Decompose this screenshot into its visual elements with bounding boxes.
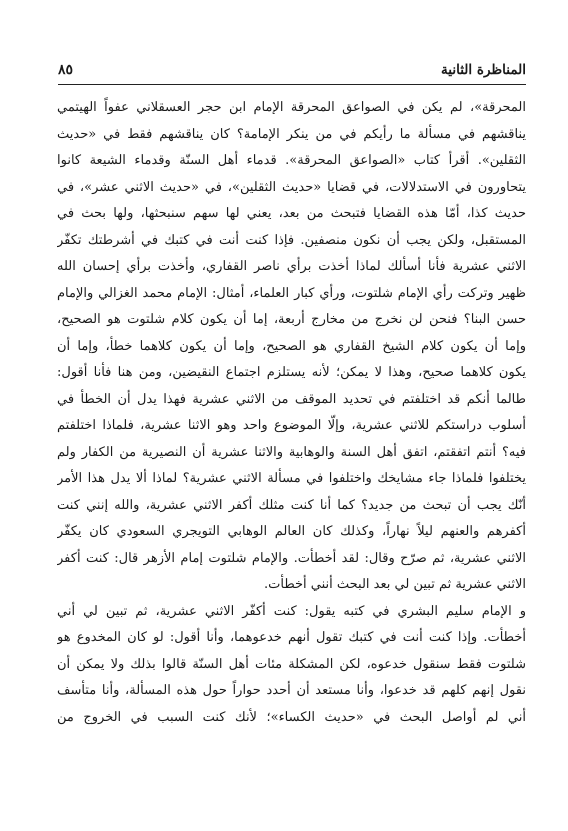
chapter-title: المناظرة الثانية [441, 62, 526, 78]
text-line: المحرقة»، لم يكن في الصواعق المحرقة الإمام ابن حجر العسقلاني عفواً الهيتمي [57, 100, 526, 115]
text-line: فيه؟ أنتم اتفقتم، اتفق أهل السنة والوهابية والاثنا عشرية أن النصيرية من الكفار ولم [57, 444, 526, 460]
text-line: يختلفوا فلماذا جاء مشايخك واختلفوا في مسألة الاثني عشرية؟ لماذا ألا يدل هذا الأمر [57, 471, 526, 486]
text-line: أكفرهم والعنهم ليلاً نهاراً، وكذلك كان العالم الوهابي التويجري السعودي كان يكفّر [57, 524, 526, 539]
text-line: الاثني عشرية فأنا أسألك لماذا أخذت برأي ناصر القفاري، وأخذت برأي إحسان الله [57, 259, 526, 274]
text-line: وإما أن يكون كلام الشيخ القفاري هو الصحيح، وإما أن يكون كلاهما خطأ، وإما أن [57, 338, 526, 354]
text-line: الثقلين». أقرأ كتاب «الصواعق المحرقة». قدماء أهل السنّة وقدماء الشيعة كانوا [57, 153, 526, 168]
text-line: نقول إنهم كلهم قد خدعوا، وأنا مستعد أن أحدد حواراً حول هذه المسألة، وأنا متأسف [57, 683, 526, 698]
text-line: أني لم أواصل البحث في «حديث الكساء»؛ لأنك كنت السبب في الخروج من [57, 709, 526, 725]
paragraph-1 [57, 95, 526, 599]
text-line: و الإمام سليم البشري في كتبه يقول: كنت أكفّر الاثني عشرية، ثم تبين لي أني [57, 603, 526, 619]
page-number: ٨٥ [58, 62, 74, 78]
text-line: أسلوب دراستكم للاثني عشرية، وإلّا الموضوع واحد وهو الاثنا عشرية، فلماذا اختلفتم [57, 418, 526, 433]
text-line: يكون كلاهما صحيح، وهذا لا يمكن؛ لأنه يستلزم اجتماع النقيضين، ومن هنا فأنا أقول: [57, 365, 526, 380]
body-text [57, 95, 526, 731]
text-line: يناقشهم في مسألة ما رأيكم في من ينكر الإمامة؟ كان يناقشهم فقط في «حديث [57, 126, 526, 142]
text-line: يتحاورون في الاستدلالات، في قضايا «حديث الثقلين»، في «حديث الاثني عشر»، في [57, 179, 526, 195]
text-line: الاثني عشرية، ثم صرّح وقال: لقد أخطأت. والإمام شلتوت إمام الأزهر قال: كنت أكفر [57, 550, 526, 566]
text-line: طالما أنكم قد اختلفتم في تحديد الموقف من الاثني عشرية فهذا يدل أن الخطأ في [57, 391, 526, 407]
text-line: الاثني عشرية ثم تبين لي بعد البحث أنني أخطأت. [264, 577, 526, 592]
text-line: المستقبل، ولكن يجب أن نكون منصفين. فإذا كنت أنت في كتبك في أشرطتك تكفّر [57, 232, 526, 248]
page-header [58, 58, 526, 85]
paragraph-2 [57, 599, 526, 732]
text-line: أخطأت. وإذا كنت أنت في كتبك تقول أنهم خدعوهما، وأنا أقول: لو كان المخدوع هو [57, 630, 526, 645]
text-line: أنّك يجب أن تبحث من جديد؟ كما أنا كنت مثلك أكفر الاثني عشرية، والله إنني كنت [57, 497, 526, 513]
text-line: حسن البنا؟ فنحن لن نخرج من مخارج أربعة، إما أن يكون كلام شلتوت هو الصحيح، [57, 312, 526, 327]
text-line: ظهير وتركت رأي الإمام شلتوت، ورأي كبار العلماء، أمثال: الإمام محمد الغزالي والإمام [57, 285, 526, 301]
text-line: حديث كذا، أمّا هذه القضايا فتبحث من بعد، يعني لها سهم سنبحثها، ولها بحث في [57, 206, 526, 221]
text-line: شلتوت فقط سنقول خدعوه، لكن المشكلة مئات أهل السنّة قالوا بذلك ولا يمكن أن [57, 656, 526, 672]
